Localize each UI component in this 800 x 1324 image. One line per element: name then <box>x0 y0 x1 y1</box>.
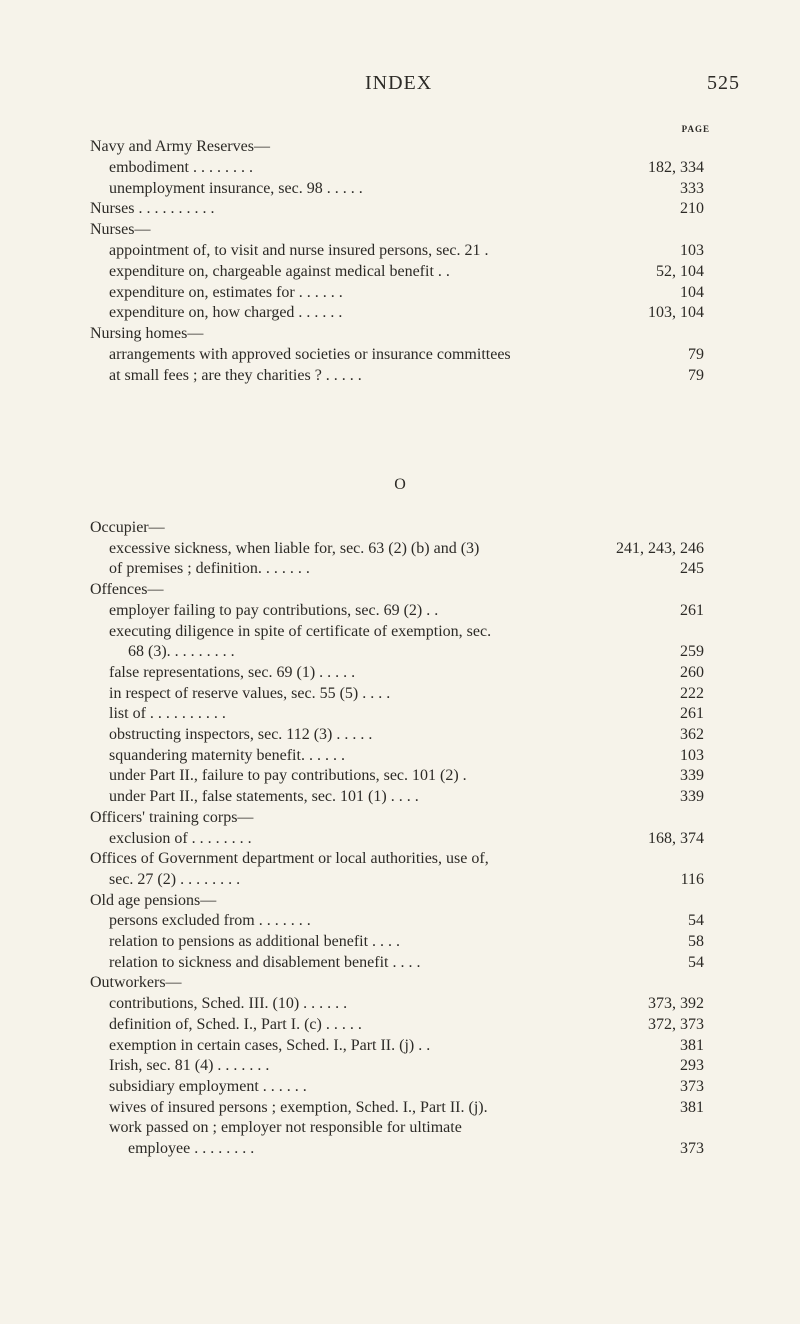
entry-text: wives of insured persons ; exemption, Sched. I., Part II. (j). <box>109 1098 488 1116</box>
entry-page-number: 261 <box>680 601 704 619</box>
entry-page-number: 210 <box>680 200 704 218</box>
index-entry <box>0 262 800 282</box>
entry-page-number: 103 <box>680 746 704 764</box>
index-entry <box>0 808 800 828</box>
entry-page-number: 182, 334 <box>648 158 704 176</box>
running-head-page-number: 525 <box>707 72 740 94</box>
index-entry <box>0 994 800 1014</box>
entry-page-number: 373 <box>680 1140 704 1157</box>
index-entry <box>0 622 800 642</box>
index-entry <box>0 1036 800 1056</box>
entry-page-number: 261 <box>680 705 704 723</box>
entry-text: expenditure on, estimates for . . . . . . <box>109 283 343 301</box>
entry-text: embodiment . . . . . . . . <box>109 158 253 176</box>
entry-page-number: 339 <box>680 788 704 806</box>
index-entry <box>0 1139 800 1159</box>
index-entry <box>0 684 800 704</box>
entry-page-number: 54 <box>688 953 704 971</box>
entry-text: excessive sickness, when liable for, sec. 63 (2) (b) and (3) <box>109 539 480 557</box>
entry-page-number: 333 <box>680 179 704 197</box>
entry-page-number: 116 <box>680 870 704 888</box>
entry-text: 68 (3). . . . . . . . . <box>128 643 235 661</box>
entry-page-number: 373, 392 <box>648 995 704 1013</box>
index-entry <box>0 366 800 386</box>
entry-page-number: 79 <box>688 346 704 363</box>
index-entry <box>0 1015 800 1035</box>
index-entry <box>0 283 800 303</box>
entry-text: work passed on ; employer not responsible for ultimate <box>109 1119 462 1137</box>
entry-text: Occupier— <box>90 519 165 536</box>
entry-page-number: 381 <box>680 1098 704 1116</box>
entry-text: under Part II., false statements, sec. 101 (1) . . . . <box>109 788 419 806</box>
section-letter: O <box>394 476 406 493</box>
index-entry <box>0 1118 800 1138</box>
entry-page-number: 260 <box>680 663 704 681</box>
entry-text: exclusion of . . . . . . . . <box>109 829 252 847</box>
entry-text: Old age pensions— <box>90 891 217 909</box>
index-entry <box>0 1098 800 1118</box>
entry-text: relation to pensions as additional benefit . . . . <box>109 933 401 950</box>
index-entry <box>0 849 800 869</box>
index-entry <box>0 787 800 807</box>
entry-page-number: 372, 373 <box>648 1015 704 1033</box>
entry-page-number: 241, 243, 246 <box>616 539 704 557</box>
index-entry <box>0 199 800 219</box>
index-entry <box>0 179 800 199</box>
index-entry <box>0 601 800 621</box>
index-entry <box>0 766 800 786</box>
entry-text: list of . . . . . . . . . . <box>109 705 226 723</box>
entry-text: employer failing to pay contributions, sec. 69 (2) . . <box>109 601 439 619</box>
entry-text: Nurses— <box>90 221 151 239</box>
index-entry <box>0 829 800 849</box>
entry-text: definition of, Sched. I., Part I. (c) . . . . . <box>109 1015 362 1033</box>
entry-text: Offences— <box>90 581 164 599</box>
entry-text: appointment of, to visit and nurse insured persons, sec. 21 . <box>109 242 489 259</box>
entry-page-number: 373 <box>680 1077 704 1095</box>
index-entry <box>0 953 800 973</box>
entry-text: arrangements with approved societies or insurance committees <box>109 346 511 363</box>
index-entry <box>0 580 800 600</box>
page-column-label: PAGE <box>681 124 710 134</box>
entry-page-number: 79 <box>688 366 704 384</box>
index-entry <box>0 1056 800 1076</box>
entry-page-number: 259 <box>680 643 704 661</box>
entry-page-number: 381 <box>680 1036 704 1054</box>
entry-text: executing diligence in spite of certificate of exemption, sec. <box>109 622 492 640</box>
entry-page-number: 168, 374 <box>648 829 704 847</box>
entry-page-number: 339 <box>680 767 704 785</box>
entry-text: Outworkers— <box>90 974 182 992</box>
entry-text: employee . . . . . . . . <box>128 1140 255 1157</box>
index-entry <box>0 220 800 240</box>
entry-text: obstructing inspectors, sec. 112 (3) . . . . . <box>109 726 373 743</box>
entry-text: unemployment insurance, sec. 98 . . . . . <box>109 179 363 197</box>
index-entry <box>0 642 800 662</box>
entry-text: expenditure on, how charged . . . . . . <box>109 304 343 322</box>
entry-text: persons excluded from . . . . . . . <box>109 912 311 930</box>
index-entry <box>0 870 800 890</box>
index-entry <box>0 973 800 993</box>
index-entry <box>0 891 800 911</box>
entry-text: at small fees ; are they charities ? . . . . . <box>109 366 362 384</box>
entry-text: subsidiary employment . . . . . . <box>109 1077 307 1095</box>
index-entry <box>0 241 800 261</box>
index-entry <box>0 539 800 559</box>
entry-text: Nursing homes— <box>90 325 204 343</box>
entry-page-number: 54 <box>688 912 704 930</box>
index-entry <box>0 746 800 766</box>
entry-text: under Part II., failure to pay contributions, sec. 101 (2) . <box>109 767 467 785</box>
index-entry <box>0 932 800 952</box>
entry-text: of premises ; definition. . . . . . . <box>109 560 310 578</box>
entry-page-number: 58 <box>688 933 704 950</box>
index-entry <box>0 1077 800 1097</box>
entry-page-number: 52, 104 <box>656 262 704 280</box>
entry-text: false representations, sec. 69 (1) . . . . . <box>109 663 356 681</box>
entry-page-number: 362 <box>680 726 704 743</box>
entry-page-number: 103 <box>680 242 704 259</box>
index-entry <box>0 911 800 931</box>
entry-text: Navy and Army Reserves— <box>90 138 270 155</box>
entry-text: relation to sickness and disablement benefit . . . . <box>109 953 421 971</box>
entry-page-number: 245 <box>680 560 704 578</box>
entry-text: expenditure on, chargeable against medical benefit . . <box>109 262 450 280</box>
entry-text: Nurses . . . . . . . . . . <box>90 200 215 218</box>
index-entry <box>0 158 800 178</box>
entry-text: contributions, Sched. III. (10) . . . . . . <box>109 995 348 1013</box>
index-entry <box>0 704 800 724</box>
index-entry <box>0 663 800 683</box>
entry-text: Irish, sec. 81 (4) . . . . . . . <box>109 1057 270 1075</box>
entry-page-number: 104 <box>680 283 704 301</box>
entry-page-number: 103, 104 <box>648 304 704 322</box>
index-entry <box>0 303 800 323</box>
entry-text: sec. 27 (2) . . . . . . . . <box>109 870 241 888</box>
index-entry <box>0 137 800 157</box>
index-entry <box>0 324 800 344</box>
entry-text: exemption in certain cases, Sched. I., Part II. (j) . . <box>109 1036 431 1054</box>
index-entry <box>0 345 800 365</box>
index-entry <box>0 725 800 745</box>
index-entry <box>0 518 800 538</box>
index-entry <box>0 559 800 579</box>
entry-page-number: 293 <box>680 1057 704 1075</box>
entry-text: squandering maternity benefit. . . . . . <box>109 746 345 764</box>
running-head-title: INDEX <box>365 72 433 94</box>
entry-text: in respect of reserve values, sec. 55 (5) . . . . <box>109 684 391 702</box>
entry-text: Offices of Government department or local authorities, use of, <box>90 850 489 868</box>
entry-text: Officers' training corps— <box>90 808 254 826</box>
entry-page-number: 222 <box>680 684 704 702</box>
